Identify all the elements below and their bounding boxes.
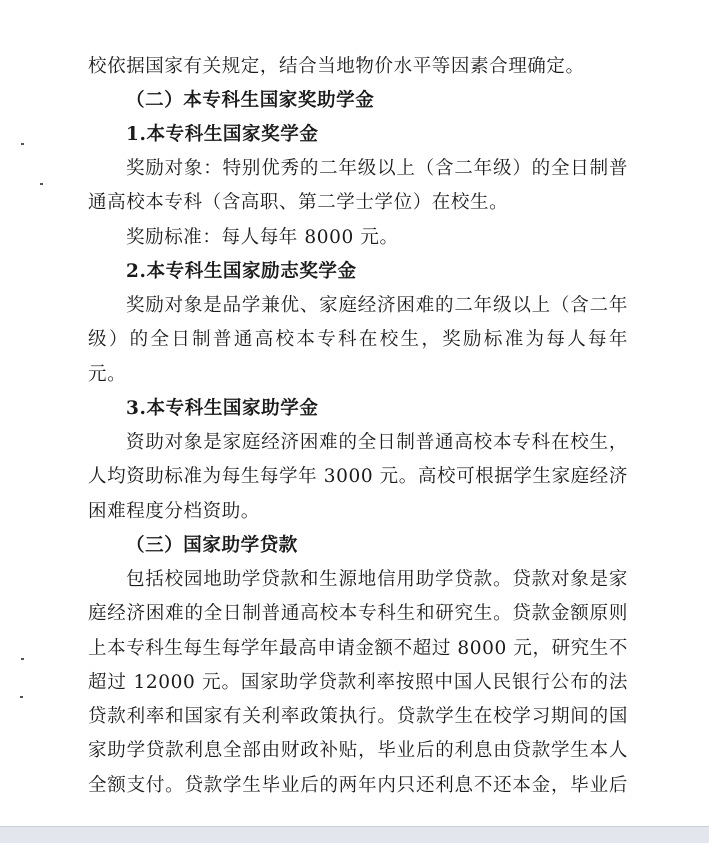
section-heading: （二）本专科生国家奖助学金 bbox=[126, 90, 375, 111]
subsection-heading: 1.本专科生国家奖学金 bbox=[126, 124, 319, 145]
text-line: 资助对象是家庭经济困难的全日制普通高校本专科在校生， bbox=[126, 432, 628, 453]
text-line: 元。 bbox=[88, 364, 127, 385]
scan-mark bbox=[21, 143, 24, 145]
text-line: 贷款利率和国家有关利率政策执行。贷款学生在校学习期间的国 bbox=[88, 706, 628, 727]
text-line: 人均资助标准为每生每学年 3000 元。高校可根据学生家庭经济 bbox=[88, 466, 628, 487]
text-line: 上本专科生每生每学年最高申请金额不超过 8000 元，研究生不 bbox=[88, 638, 628, 659]
text-line: 家助学贷款利息全部由财政补贴，毕业后的利息由贷款学生本人 bbox=[88, 740, 628, 761]
text-line: 困难程度分档资助。 bbox=[88, 501, 260, 522]
text-line: 级）的全日制普通高校本专科在校生，奖励标准为每人每年 bbox=[88, 329, 628, 350]
text-line: 庭经济困难的全日制普通高校本专科生和研究生。贷款金额原则 bbox=[88, 603, 628, 624]
text-line: 校依据国家有关规定，结合当地物价水平等因素合理确定。 bbox=[88, 56, 585, 77]
text-line: 奖励标准：每人每年 8000 元。 bbox=[126, 227, 399, 248]
text-line: 超过 12000 元。国家助学贷款利率按照中国人民银行公布的法 bbox=[88, 672, 628, 693]
text-line: 奖励对象是品学兼优、家庭经济困难的二年级以上（含二年 bbox=[126, 295, 628, 316]
subsection-heading: 2.本专科生国家励志奖学金 bbox=[126, 261, 357, 282]
scan-mark bbox=[21, 658, 24, 660]
text-line: 奖励对象：特别优秀的二年级以上（含二年级）的全日制普 bbox=[126, 158, 628, 179]
viewer-bottom-bar bbox=[0, 826, 709, 843]
text-line: 通高校本专科（含高职、第二学士学位）在校生。 bbox=[88, 192, 509, 213]
subsection-heading: 3.本专科生国家助学金 bbox=[126, 398, 319, 419]
text-line: 包括校园地助学贷款和生源地信用助学贷款。贷款对象是家 bbox=[126, 569, 628, 590]
text-line: 全额支付。贷款学生毕业后的两年内只还利息不还本金，毕业后 bbox=[88, 775, 628, 796]
scan-mark bbox=[20, 696, 23, 698]
scan-mark bbox=[40, 183, 43, 185]
section-heading: （三）国家助学贷款 bbox=[126, 535, 298, 556]
